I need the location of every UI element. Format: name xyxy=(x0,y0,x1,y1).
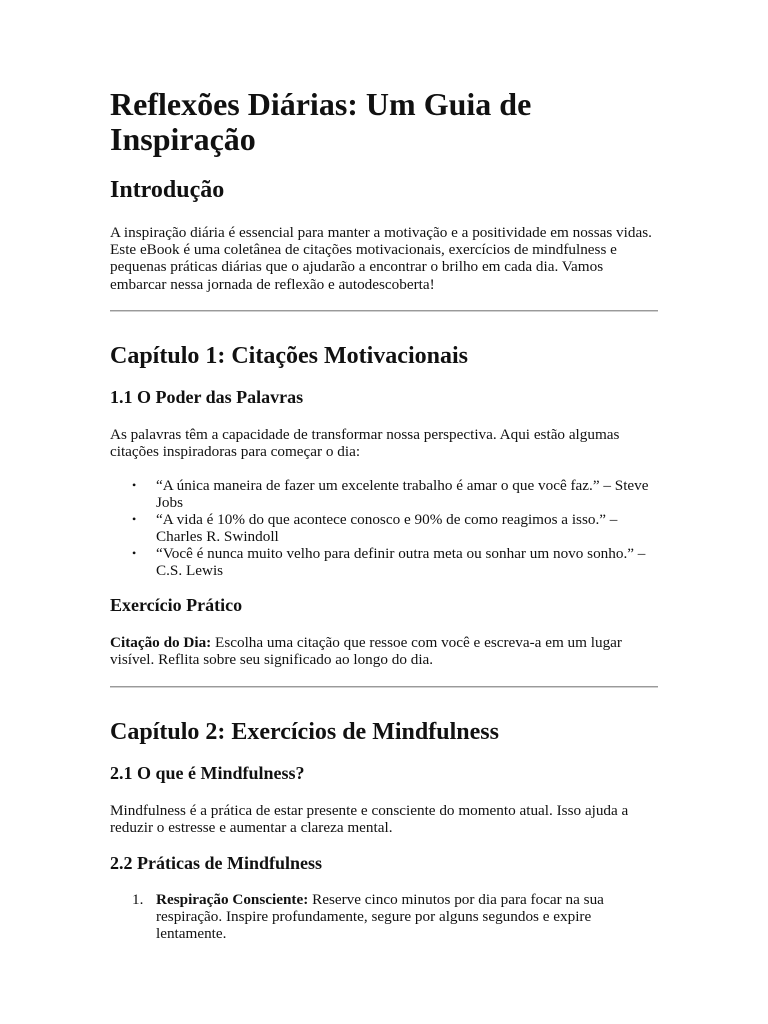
quote-text: “Você é nunca muito velho para definir outra meta ou sonhar um novo sonho.” – C.S. Lewis xyxy=(156,545,646,580)
quote-item xyxy=(132,511,658,546)
quote-item xyxy=(132,545,658,580)
exercise-heading: Exercício Prático xyxy=(110,595,243,616)
section-2-2-heading: 2.2 Práticas de Mindfulness xyxy=(110,853,323,874)
bullet-icon: • xyxy=(132,512,137,527)
introduction-paragraph: A inspiração diária é essencial para manter a motivação e a positividade em nossas vidas. Este eBook é uma coletânea de citações motivacionais, exercícios de mindfulness e pequenas práticas diárias que o ajudarão a encontrar o brilho em cada dia. Vamos embarcar nessa jornada de reflexão e autodescoberta! xyxy=(110,224,652,293)
practice-text: Reserve cinco minutos por dia para focar na sua respiração. Inspire profundamente, segure por alguns segundos e expire lentamente. xyxy=(156,891,604,943)
quote-text: “A única maneira de fazer um excelente trabalho é amar o que você faz.” – Steve Jobs xyxy=(156,477,649,512)
practice-item xyxy=(132,891,658,943)
chapter-1-heading: Capítulo 1: Citações Motivacionais xyxy=(110,342,468,369)
practices-list xyxy=(110,891,658,942)
bullet-icon: • xyxy=(132,546,137,561)
section-1-1-heading: 1.1 O Poder das Palavras xyxy=(110,386,304,407)
quotes-list xyxy=(110,477,658,579)
introduction-heading: Introdução xyxy=(110,177,225,203)
document-title: Reflexões Diárias: Um Guia de Inspiração xyxy=(110,86,532,157)
practice-number: 1. xyxy=(132,891,144,909)
quote-text: “A vida é 10% do que acontece conosco e 90% de como reagimos a isso.” – Charles R. Swindoll xyxy=(156,511,618,546)
section-2-1-paragraph: Mindfulness é a prática de estar presente e consciente do momento atual. Isso ajuda a reduzir o estresse e aumentar a clareza mental. xyxy=(110,801,629,836)
section-1-1-paragraph: As palavras têm a capacidade de transformar nossa perspectiva. Aqui estão algumas citações inspiradoras para começar o dia: xyxy=(110,425,620,461)
practice-label: Respiração Consciente: xyxy=(156,891,309,909)
quote-item xyxy=(132,477,658,512)
section-2-1-heading: 2.1 O que é Mindfulness? xyxy=(110,762,305,783)
chapter-2-heading: Capítulo 2: Exercícios de Mindfulness xyxy=(110,718,499,745)
exercise-text: Escolha uma citação que ressoe com você e escreva-a em um lugar visível. Reflita sobre seu significado ao longo do dia. xyxy=(110,634,622,669)
section-divider xyxy=(110,310,658,312)
exercise-paragraph xyxy=(110,634,658,668)
section-divider xyxy=(110,686,658,688)
bullet-icon: • xyxy=(132,478,137,493)
exercise-label: Citação do Dia: xyxy=(110,634,212,652)
